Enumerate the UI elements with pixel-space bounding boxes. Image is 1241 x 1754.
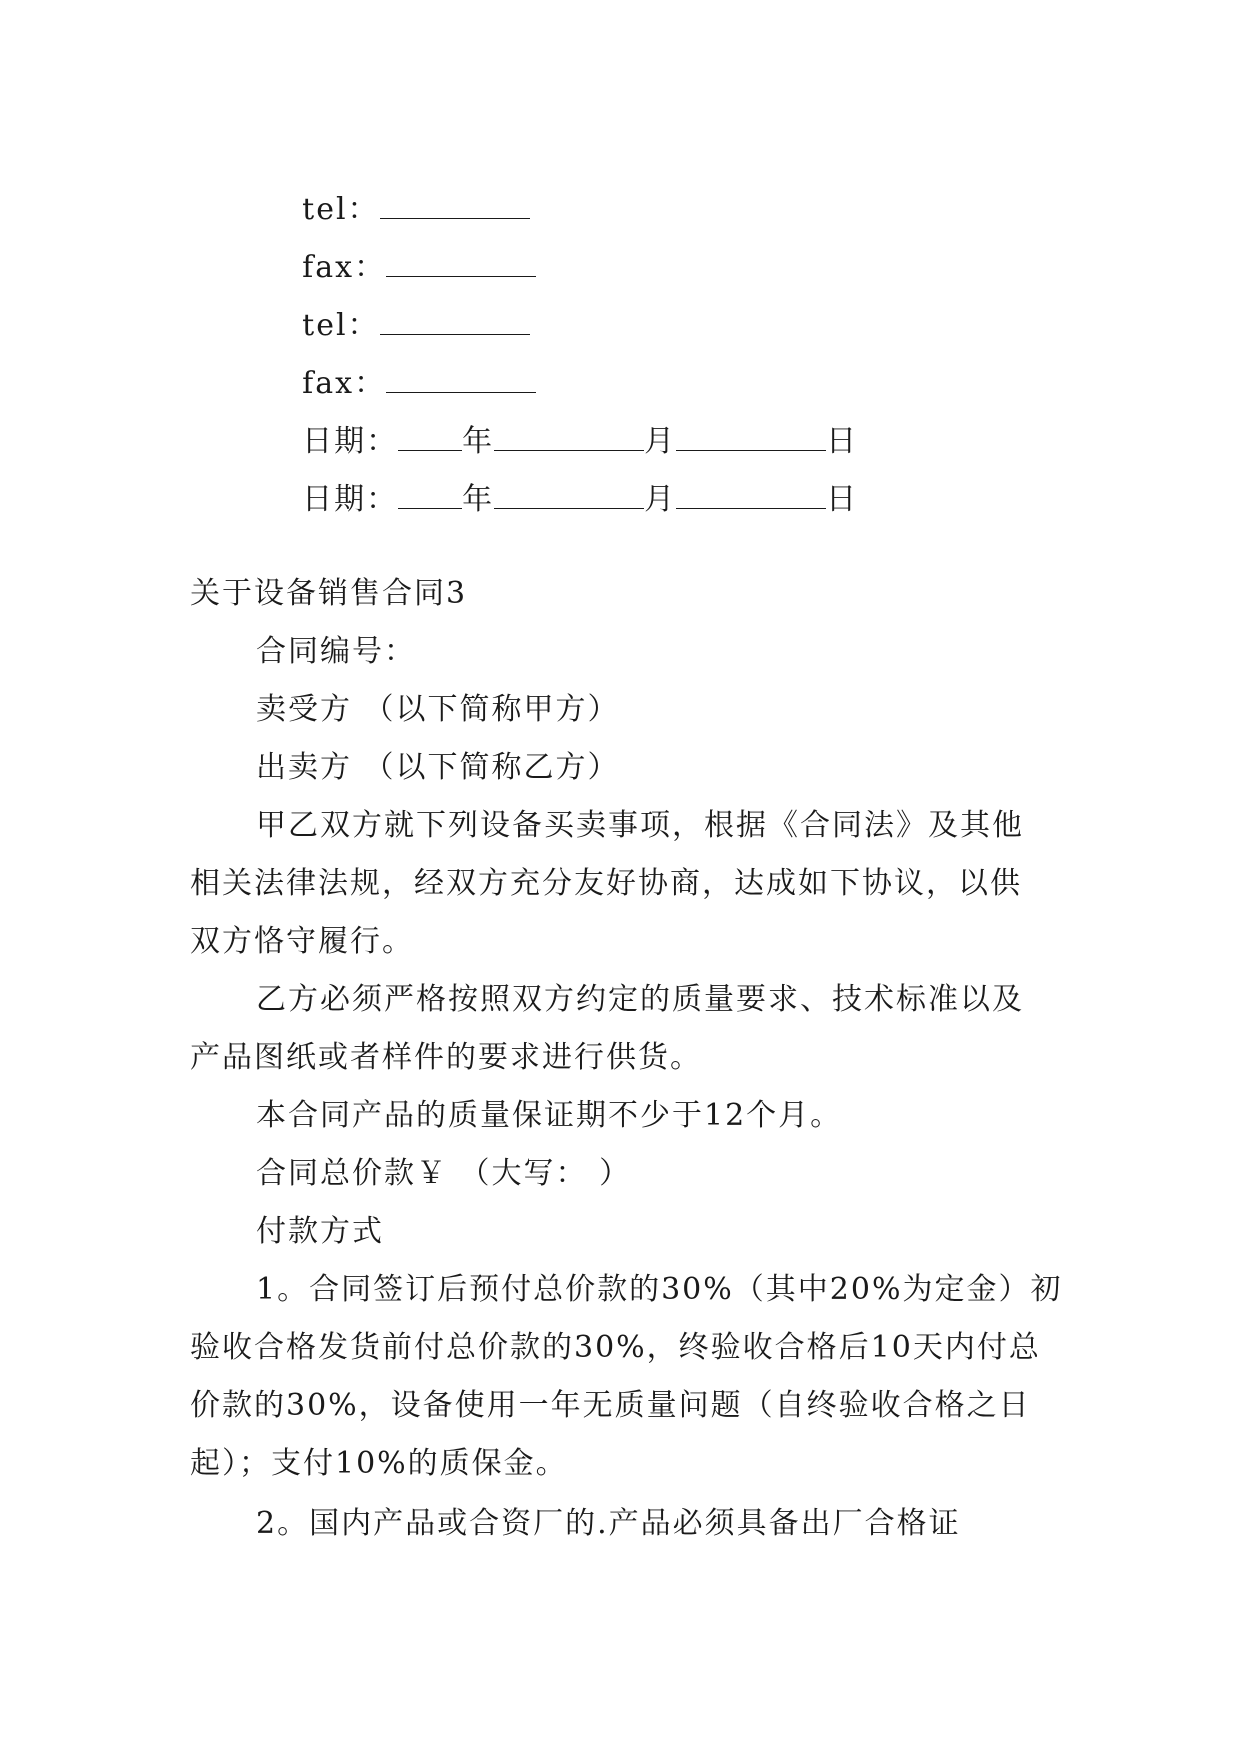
month-label: 月 xyxy=(644,482,677,517)
para2-line: 产品图纸或者样件的要求进行供货。 xyxy=(190,1040,702,1075)
date-label: 日期： xyxy=(302,482,399,517)
seller-line: 出卖方 （以下简称乙方） xyxy=(256,750,620,785)
tel-label: tel： xyxy=(302,192,380,227)
para1-line: 相关法律法规，经双方充分友好协商，达成如下协议，以供 xyxy=(190,866,1022,901)
month-label: 月 xyxy=(644,424,677,459)
para1-line: 甲乙双方就下列设备买卖事项，根据《合同法》及其他 xyxy=(256,808,1024,843)
para1-line: 双方恪守履行。 xyxy=(190,924,414,959)
day-label: 日 xyxy=(826,482,859,517)
day-label: 日 xyxy=(826,424,859,459)
item2-line: 2。国内产品或合资厂的.产品必须具备出厂合格证 xyxy=(256,1506,961,1541)
date-label: 日期： xyxy=(302,424,399,459)
month-blank[interactable] xyxy=(494,484,644,509)
buyer-line: 卖受方 （以下简称甲方） xyxy=(256,692,620,727)
para2-line: 乙方必须严格按照双方约定的质量要求、技术标准以及 xyxy=(256,982,1024,1017)
warranty-line: 本合同产品的质量保证期不少于12个月。 xyxy=(256,1098,843,1133)
fax-label: fax： xyxy=(302,366,387,401)
year-blank[interactable] xyxy=(398,484,462,509)
section-title: 关于设备销售合同3 xyxy=(190,576,468,611)
payment-heading: 付款方式 xyxy=(256,1214,384,1249)
item1-line: 起）；支付10%的质保金。 xyxy=(190,1446,568,1481)
fax-label: fax： xyxy=(302,250,387,285)
contract-number: 合同编号： xyxy=(256,634,416,669)
item1-line: 1。合同签订后预付总价款的30%（其中20%为定金）初 xyxy=(256,1272,1063,1307)
year-label: 年 xyxy=(462,482,495,517)
item1-line: 价款的30%，设备使用一年无质量问题（自终验收合格之日 xyxy=(190,1388,1031,1423)
year-label: 年 xyxy=(462,424,495,459)
day-blank[interactable] xyxy=(676,484,826,509)
date-line-2 xyxy=(256,440,858,560)
item1-line: 验收合格发货前付总价款的30%，终验收合格后10天内付总 xyxy=(190,1330,1041,1365)
tel-label: tel： xyxy=(302,308,380,343)
total-price-line: 合同总价款￥ （大写： ） xyxy=(256,1156,632,1191)
